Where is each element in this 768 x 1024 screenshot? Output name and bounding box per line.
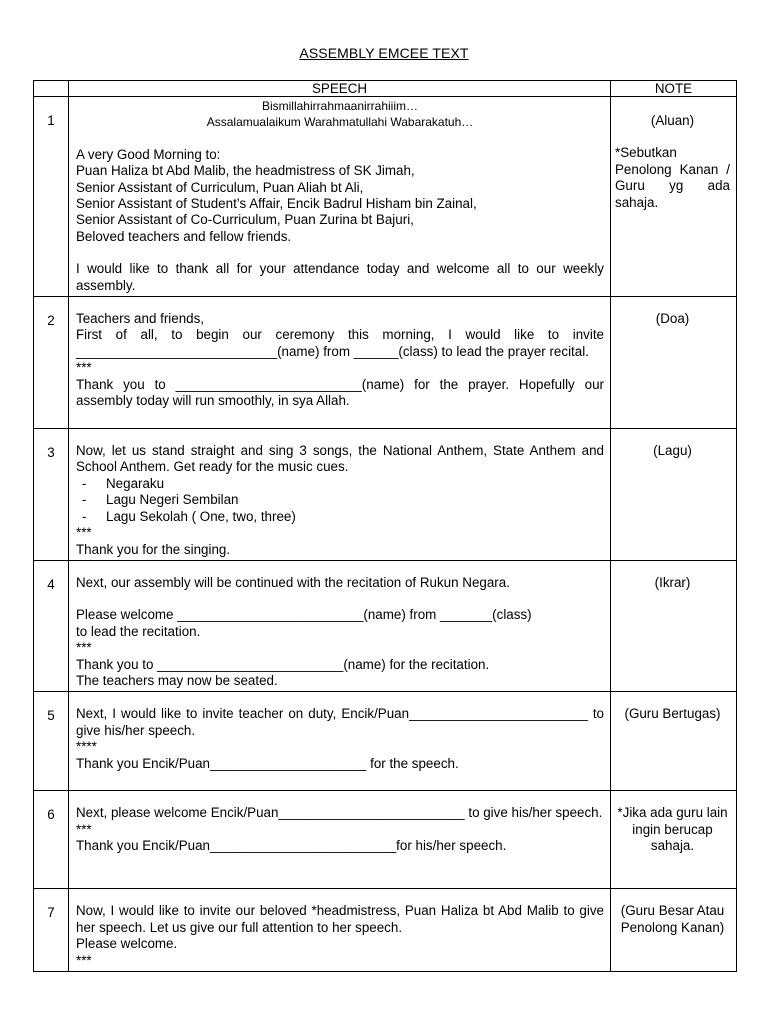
speech-cell [69,791,611,889]
speech-line: Teachers and friends, [76,311,205,327]
note-label: *Jika ada guru lain ingin berucap sahaja. [617,805,728,854]
header-number [34,81,69,97]
row-number: 7 [34,889,69,972]
seated-text: The teachers may now be seated. [76,672,278,688]
list-item: - Negaraku [106,476,604,492]
welcome-line: Please welcome. [76,936,178,952]
greeting-text: A very Good Morning to: [76,146,221,162]
list-item: - Lagu Sekolah ( One, two, three) [106,509,604,525]
speech-line: Thank you to _________________________(name) for the prayer. Hopefully our assembly today will run smoothly, in sya Allah. [76,376,604,409]
note-label: (Aluan) [650,113,695,128]
table-header-row [34,81,737,97]
table-row [34,97,737,297]
list-item: - Lagu Negeri Sembilan [106,492,604,508]
note-cell [611,791,737,889]
thanks-text: Thank you Encik/Puan_________________________for his/her speech. [76,838,507,854]
note-cell [611,297,737,429]
salam-text: Assalamualaikum Warahmatullahi Wabarakatuh… [206,115,474,130]
note-label: (Guru Besar Atau Penolong Kanan) [620,903,725,935]
stars-separator: *** [76,640,92,656]
stars-separator: *** [76,952,92,968]
speech-cell [69,889,611,972]
speech-cell [69,429,611,561]
stars-separator: **** [76,739,97,755]
guest-line: Senior Assistant of Co-Curriculum, Puan Zurina bt Bajuri, [76,212,414,228]
row-number: 4 [34,560,69,691]
note-label: (Lagu) [653,443,692,459]
table-row [34,791,737,889]
row-number: 2 [34,297,69,429]
guest-line: Beloved teachers and fellow friends. [76,228,292,244]
bismillah-text: Bismillahirrahmaanirrahiiim… [261,99,419,113]
stars-separator: *** [76,821,92,837]
note-label: (Doa) [655,311,690,327]
header-speech: SPEECH [69,81,611,97]
invite-text: Now, I would like to invite our beloved *headmistress, Puan Haliza bt Abd Malib to give her speech. Let us give our full attention to her speech. [76,903,604,935]
note-label: (Ikrar) [654,574,691,590]
table-row [34,429,737,561]
row-number: 6 [34,791,69,889]
speech-line: *** [76,360,92,376]
row-number: 1 [34,97,69,297]
song-list [76,476,604,525]
invite-text: Next, please welcome Encik/Puan_________________________ to give his/her speech. [76,805,603,821]
row-number: 3 [34,429,69,561]
speech-cell [69,692,611,791]
thanks-text: I would like to thank all for your attendance today and welcome all to our weekly assembly. [76,261,604,293]
speech-intro: Now, let us stand straight and sing 3 songs, the National Anthem, State Anthem and School Anthem. Get ready for the music cues. [76,443,604,475]
guest-line: Senior Assistant of Curriculum, Puan Aliah bt Ali, [76,179,364,195]
speech-intro: Next, our assembly will be continued with the recitation of Rukun Negara. [76,574,510,590]
stars-separator: *** [76,525,92,541]
welcome-line: to lead the recitation. [76,623,201,639]
guest-line: Puan Haliza bt Abd Malib, the headmistress of SK Jimah, [76,163,415,179]
table-row [34,692,737,791]
speech-cell [69,560,611,691]
header-note: NOTE [611,81,737,97]
thanks-text: Thank you to _________________________(name) for the recitation. [76,656,490,672]
table-row [34,297,737,429]
note-cell [611,429,737,561]
note-detail: *Sebutkan Penolong Kanan / Guru yg ada sahaja. [615,145,730,210]
note-label: (Guru Bertugas) [624,706,721,722]
note-cell [611,560,737,691]
speech-cell [69,97,611,297]
table-row [34,560,737,691]
speech-line: First of all, to begin our ceremony this morning, I would like to invite ___________________________(name) from ______(class) to lead the prayer recital. [76,327,604,359]
note-cell [611,97,737,297]
note-cell [611,692,737,791]
document-title: ASSEMBLY EMCEE TEXT [299,45,469,61]
welcome-line: Please welcome _________________________(name) from _______(class) [76,607,532,623]
table-row [34,889,737,972]
thanks-text: Thank you for the singing. [76,541,231,557]
row-number: 5 [34,692,69,791]
note-cell [611,889,737,972]
emcee-table [33,80,737,972]
invite-text: Next, I would like to invite teacher on duty, Encik/Puan________________________ to give his/her speech. [76,706,604,738]
guest-line: Senior Assistant of Student’s Affair, Encik Badrul Hisham bin Zainal, [76,196,477,212]
thanks-text: Thank you Encik/Puan_____________________ for the speech. [76,755,459,771]
speech-cell [69,297,611,429]
